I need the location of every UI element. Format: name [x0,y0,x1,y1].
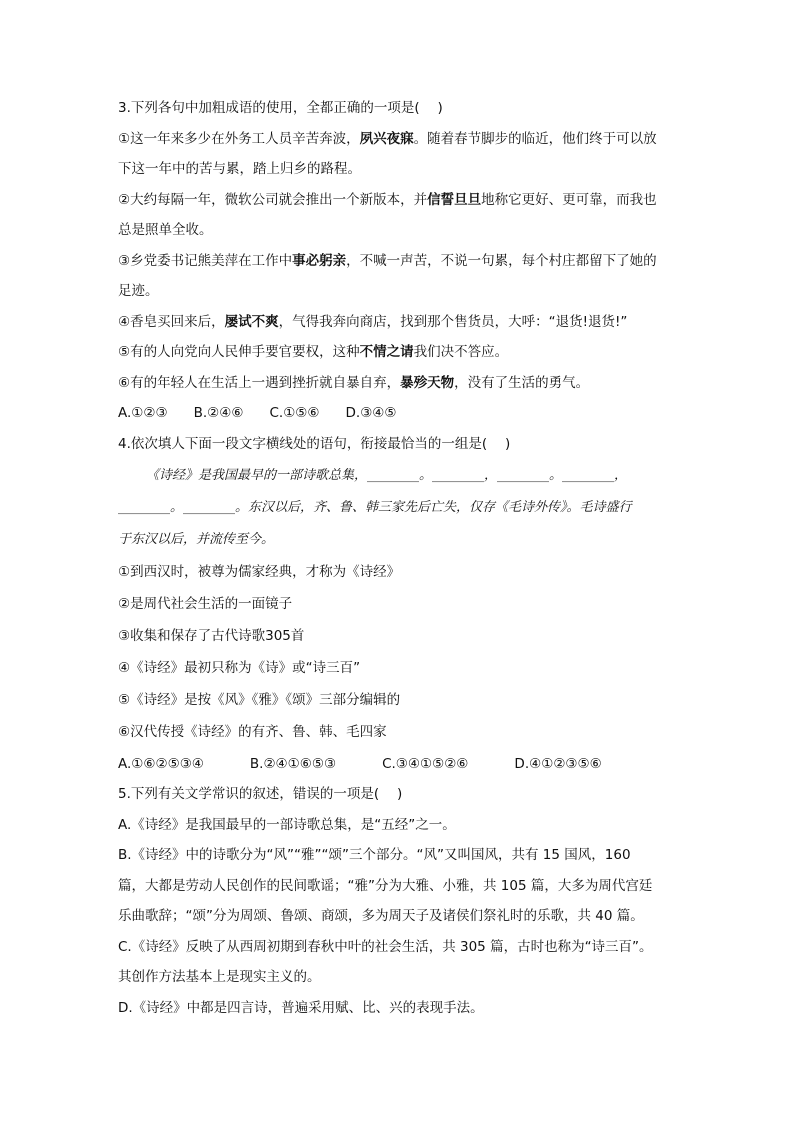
sentence-3-text-after: ，不喊一声苦，不说一句累，每个村庄都留下了她的 [346,252,657,269]
sentence-3 [118,251,678,271]
question-4 [118,434,678,774]
option-b-text-1: B.《诗经》中的诗歌分为“风”“雅”“颂”三个部分。“风”又叫国风，共有 15 国风，160 [118,847,631,863]
passage-line-3: 于东汉以后，并流传至今。 [118,531,275,547]
option-c: C.③④①⑤②⑥ [382,755,469,772]
question-3-title: 3.下列各句中加粗成语的使用，全都正确的一项是( ) [118,100,443,116]
option-c-text-1: C.《诗经》反映了从西周初期到春秋中叶的社会生活，共 305 篇，古时也称为“诗三百”。 [118,938,653,955]
sentence-4 [118,312,678,332]
bold-idiom-5: 不情之请 [359,344,414,360]
sentence-3-continuation: 足迹。 [118,283,159,299]
question-5-title: 5.下列有关文学常识的叙述，错误的一项是( ) [118,786,403,802]
bold-idiom-4: 屡试不爽 [224,313,279,330]
bold-idiom-3: 事必躬亲 [292,252,347,269]
sentence-3-text: ③乡党委书记熊美萍在工作中 [118,252,293,269]
question-4-title: 4.依次填人下面一段文字横线处的语句，衔接最恰当的一组是( ) [118,435,511,452]
bold-idiom-6: 暴殄天物 [400,374,455,391]
option-d: D.④①②③⑤⑥ [514,755,602,772]
sentence-5-text: ⑤有的人向党向人民伸手要官要权，这种 [118,344,360,360]
sentence-1-continuation: 下这一年中的苦与累，踏上归乡的路程。 [118,161,361,177]
sentence-5-text-after: 我们决不答应。 [413,344,509,360]
passage-line-2: ________。________。东汉以后，齐、鲁、韩三家先后亡失，仅存《毛诗外传》。毛诗盛行 [118,499,632,515]
choice-item-5: ⑤《诗经》是按《风》《雅》《颂》三部分编辑的 [118,691,401,708]
option-c-text-2: 其创作方法基本上是现实主义的。 [118,969,321,985]
option-b: B.②④①⑥⑤③ [249,755,337,772]
sentence-1 [118,129,678,149]
question-3-options [118,403,678,423]
sentence-2 [118,190,678,210]
choice-item-1: ①到西汉时，被尊为儒家经典，才称为《诗经》 [118,563,401,580]
sentence-1-text: ①这一年来多少在外务工人员辛苦奔波， [118,130,360,147]
question-5 [118,784,678,1018]
option-a-text: A.《诗经》是我国最早的一部诗歌总集，是“五经”之一。 [118,816,456,833]
passage-line-1: 《诗经》是我国最早的一部诗歌总集，________。________，________。________， [146,467,628,483]
bold-idiom-1: 夙兴夜寐 [359,130,414,147]
option-b: B.②④⑥ [193,405,244,421]
option-b-text-2: 篇，大都是劳动人民创作的民间歌谣；“雅”分为大雅、小雅，共 105 篇，大多为周代宫廷 [118,877,653,894]
bold-idiom-2: 信誓旦旦 [427,191,482,208]
sentence-6-text: ⑥有的年轻人在生活上一遇到挫折就自暴自弃， [118,374,401,391]
document-page [118,98,678,1018]
choice-item-3: ③收集和保存了古代诗歌305首 [118,627,305,644]
sentence-1-text-after: 。随着春节脚步的临近，他们终于可以放 [413,130,657,147]
choice-item-2: ②是周代社会生活的一面镜子 [118,595,293,612]
option-a: A.①⑥②⑤③④ [118,755,204,772]
sentence-4-text: ④香皂买回来后， [118,313,225,330]
question-4-options [118,754,678,774]
question-3 [118,98,678,423]
sentence-6-text-after: ，没有了生活的勇气。 [454,374,590,391]
choice-item-4: ④《诗经》最初只称为《诗》或“诗三百” [118,659,361,676]
sentence-2-text-after: 地称它更好、更可靠，而我也 [481,191,657,208]
sentence-2-text: ②大约每隔一年，微软公司就会推出一个新版本，并 [118,191,428,208]
sentence-2-continuation: 总是照单全收。 [118,222,213,238]
option-c: C.①⑤⑥ [269,405,320,421]
option-b-text-3: 乐曲歌辞；“颂”分为周颂、鲁颂、商颂，多为周天子及诸侯们祭礼时的乐歌，共 40 篇。 [118,908,644,924]
choice-item-6: ⑥汉代传授《诗经》的有齐、鲁、韩、毛四家 [118,723,387,740]
option-d-text: D.《诗经》中都是四言诗，普遍采用赋、比、兴的表现手法。 [118,999,484,1016]
sentence-5 [118,342,678,362]
option-a: A.①②③ [118,405,168,421]
sentence-6 [118,373,678,393]
option-d: D.③④⑤ [345,405,397,421]
sentence-4-text-after: ，气得我奔向商店，找到那个售货员，大呼：“退货!退货!” [278,313,628,330]
